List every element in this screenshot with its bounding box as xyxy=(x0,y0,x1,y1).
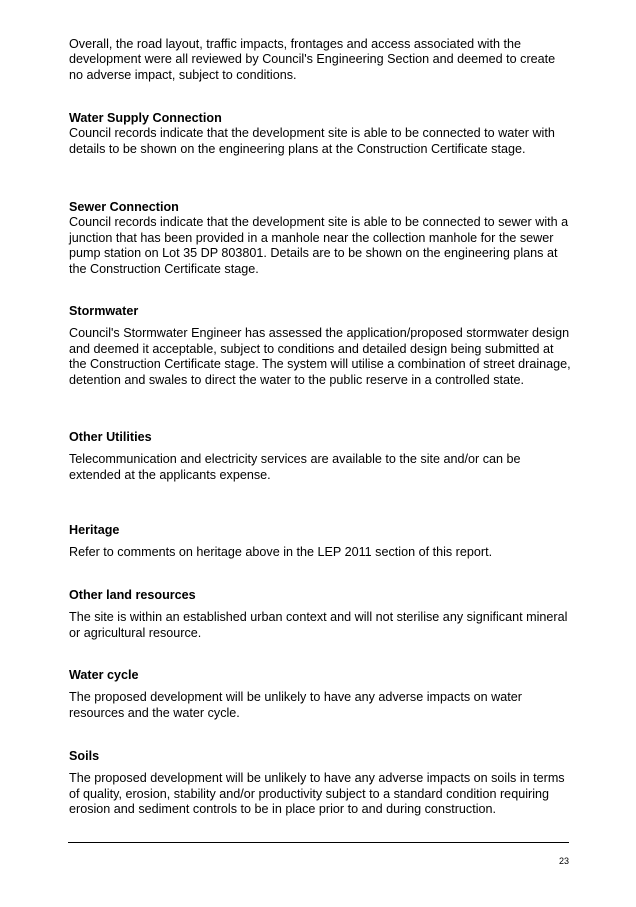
page-number: 23 xyxy=(558,856,569,866)
section-body: The site is within an established urban context and will not sterilise any significant mineral or agricultural resource. xyxy=(69,610,568,640)
section-heritage xyxy=(69,523,574,561)
section-heading: Sewer Connection xyxy=(69,200,179,214)
section-stormwater xyxy=(69,304,574,388)
section-body: Refer to comments on heritage above in the LEP 2011 section of this report. xyxy=(69,545,493,560)
section-other-utilities xyxy=(69,430,574,483)
section-water-supply xyxy=(69,111,574,157)
section-heading: Other land resources xyxy=(69,588,196,602)
section-body: Council records indicate that the development site is able to be connected to water with details to be shown on the engineering plans at the Construction Certificate stage. xyxy=(69,126,555,156)
section-body: Council's Stormwater Engineer has assessed the application/proposed stormwater design and deemed it acceptable, subject to conditions and detailed design being submitted at the Construction Certificate stage. The system will utilise a combination of street drainage, detention and swales to direct the water to the public reserve in a controlled state. xyxy=(69,326,571,387)
section-heading: Other Utilities xyxy=(69,430,152,444)
section-body: Telecommunication and electricity services are available to the site and/or can be extended at the applicants expense. xyxy=(69,452,521,482)
section-sewer xyxy=(69,200,574,277)
section-body: The proposed development will be unlikely to have any adverse impacts on water resources and the water cycle. xyxy=(69,690,522,720)
section-soils xyxy=(69,749,574,818)
section-heading: Water Supply Connection xyxy=(69,111,222,125)
footer-rule xyxy=(68,842,569,843)
intro-paragraph: Overall, the road layout, traffic impacts, frontages and access associated with the development were all reviewed by Council's Engineering Section and deemed to create no adverse impact, subject to conditions. xyxy=(69,37,556,82)
section-heading: Water cycle xyxy=(69,668,139,682)
section-heading: Soils xyxy=(69,749,100,763)
section-water-cycle xyxy=(69,668,574,721)
section-body: Council records indicate that the development site is able to be connected to sewer with a junction that has been provided in a manhole near the collection manhole for the sewer pump station on Lot 35 DP 803801. Details are to be shown on the engineering plans at the Construction Certificate stage. xyxy=(69,215,569,276)
section-heading: Stormwater xyxy=(69,304,139,318)
section-heading: Heritage xyxy=(69,523,120,537)
section-other-land-resources xyxy=(69,588,574,641)
section-body: The proposed development will be unlikely to have any adverse impacts on soils in terms of quality, erosion, stability and/or productivity subject to a standard condition requiring erosion and sediment controls to be in place prior to and during construction. xyxy=(69,771,565,817)
